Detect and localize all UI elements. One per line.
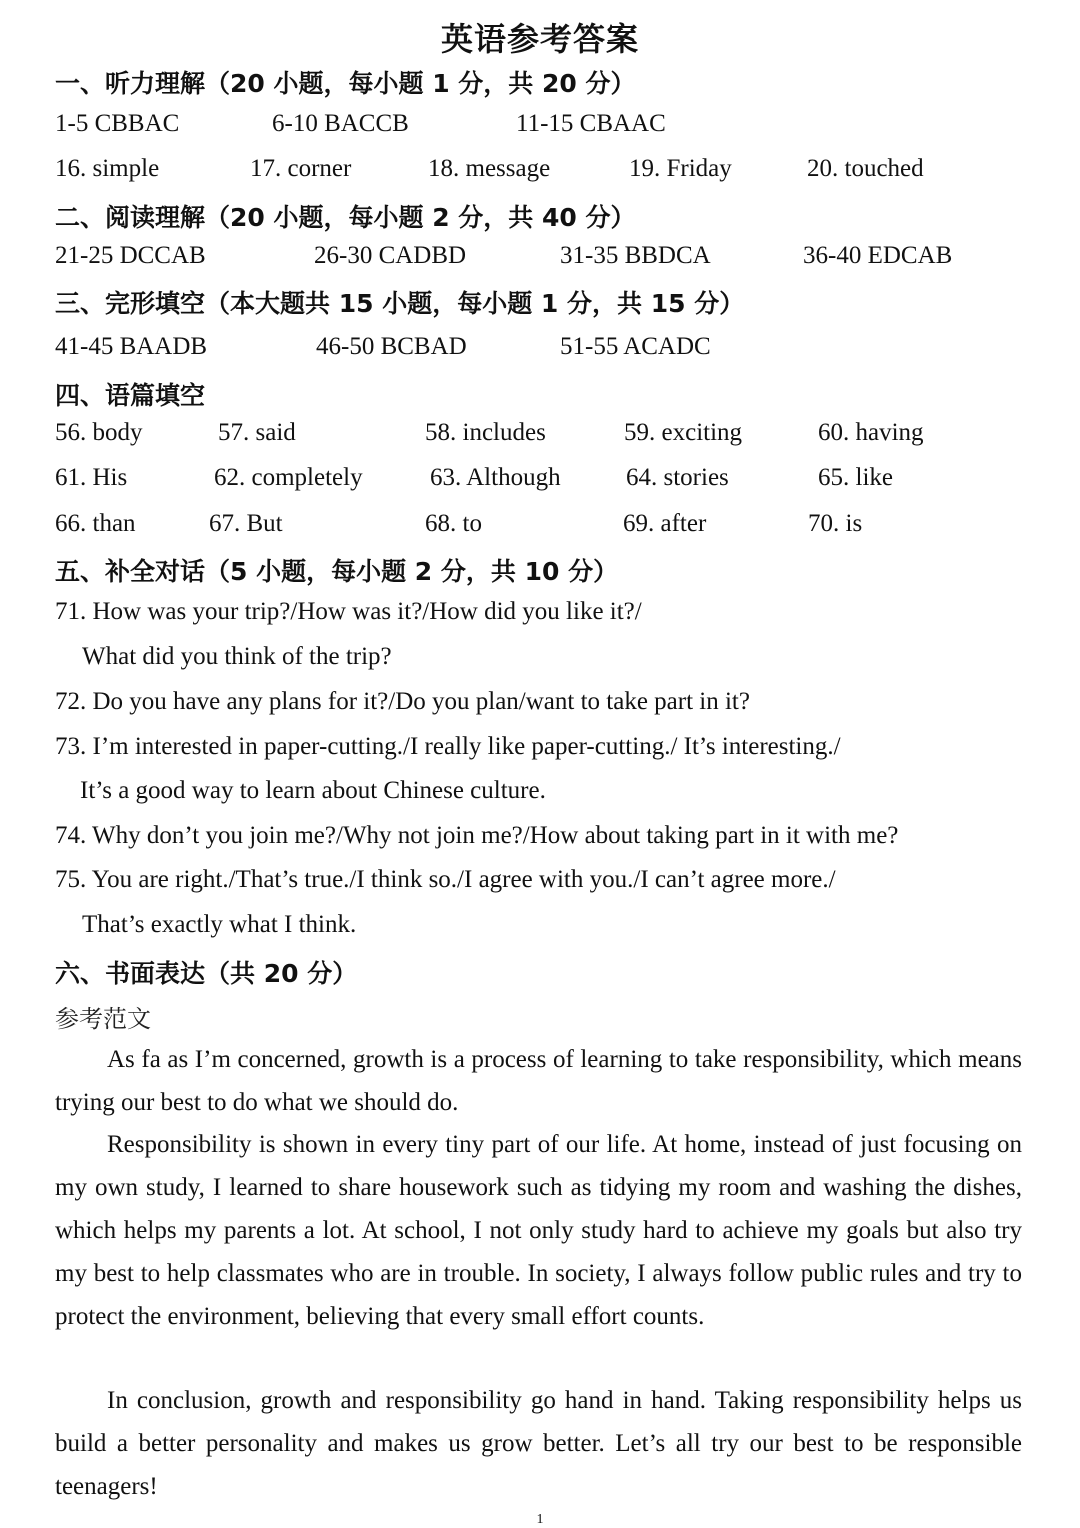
answer-group: 31-35 BBDCA [560, 242, 711, 269]
answer-item: 60. having [818, 419, 924, 446]
answer-group: 41-45 BAADB [55, 333, 208, 360]
dialogue-answer-continued: That’s exactly what I think. [82, 911, 357, 938]
page-number: 1 [536, 1512, 544, 1527]
answer-group: 21-25 DCCAB [55, 242, 206, 269]
answer-item: 63. Although [430, 464, 561, 491]
section-heading-passage-fill: 四、语篇填空 [55, 381, 206, 410]
dialogue-answer: 72. Do you have any plans for it?/Do you plan/want to take part in it? [55, 688, 750, 715]
dialogue-answer-continued: What did you think of the trip? [82, 643, 392, 670]
section-heading-cloze: 三、完形填空（本大题共 15 小题，每小题 1 分，共 15 分） [55, 289, 745, 318]
section-heading-reading: 二、阅读理解（20 小题，每小题 2 分，共 40 分） [55, 203, 636, 232]
dialogue-answer: 75. You are right./That’s true./I think so./I agree with you./I can’t agree more./ [55, 866, 836, 893]
answer-item: 58. includes [425, 419, 546, 446]
sample-essay-label: 参考范文 [55, 1005, 151, 1033]
answer-item: 61. His [55, 464, 128, 491]
answer-item: 56. body [55, 419, 143, 446]
answer-group: 6-10 BACCB [272, 110, 409, 137]
dialogue-answer: 74. Why don’t you join me?/Why not join me?/How about taking part in it with me? [55, 822, 899, 849]
answer-item: 18. message [428, 155, 551, 182]
page-title: 英语参考答案 [440, 20, 639, 58]
answer-group: 46-50 BCBAD [316, 333, 467, 360]
essay-paragraph: As fa as I’m concerned, growth is a process of learning to take responsibility, which means trying our best to do what we should do. [55, 1046, 1022, 1116]
answer-item: 68. to [425, 510, 482, 537]
answer-item: 62. completely [214, 464, 363, 491]
answer-item: 59. exciting [624, 419, 743, 446]
answer-group: 11-15 CBAAC [516, 110, 666, 137]
answer-item: 69. after [623, 510, 707, 537]
answer-group: 51-55 ACADC [560, 333, 711, 360]
section-heading-dialogue: 五、补全对话（5 小题，每小题 2 分，共 10 分） [55, 557, 619, 586]
answer-group: 26-30 CADBD [314, 242, 467, 269]
dialogue-answer-continued: It’s a good way to learn about Chinese culture. [80, 777, 546, 804]
answer-item: 70. is [808, 510, 863, 537]
section-heading-writing: 六、书面表达（共 20 分） [55, 959, 358, 988]
answer-item: 66. than [55, 510, 136, 537]
essay-paragraph: In conclusion, growth and responsibility go hand in hand. Taking responsibility helps us build a better personality and makes us grow better. Let’s all try our best to be responsible teenagers! [55, 1387, 1022, 1500]
answer-group: 1-5 CBBAC [55, 110, 180, 137]
answer-group: 36-40 EDCAB [803, 242, 953, 269]
dialogue-answer: 73. I’m interested in paper-cutting./I really like paper-cutting./ It’s interesting./ [55, 733, 841, 760]
answer-item: 65. like [818, 464, 893, 491]
answer-item: 57. said [218, 419, 296, 446]
section-heading-listening: 一、听力理解（20 小题，每小题 1 分，共 20 分） [55, 69, 636, 98]
answer-item: 67. But [209, 510, 283, 537]
answer-item: 20. touched [807, 155, 924, 182]
dialogue-answer: 71. How was your trip?/How was it?/How did you like it?/ [55, 598, 642, 625]
answer-item: 64. stories [626, 464, 729, 491]
answer-item: 16. simple [55, 155, 160, 182]
answer-item: 17. corner [250, 155, 352, 182]
answer-item: 19. Friday [629, 155, 732, 182]
essay-paragraph: Responsibility is shown in every tiny part of our life. At home, instead of just focusing on my own study, I learned to share housework such as tidying my room and washing the dishes, which helps my parents a lot. At school, I not only study hard to achieve my goals but also try my best to help classmates who are in trouble. In society, I always follow public rules and try to protect the environment, believing that every small effort counts. [55, 1131, 1022, 1330]
